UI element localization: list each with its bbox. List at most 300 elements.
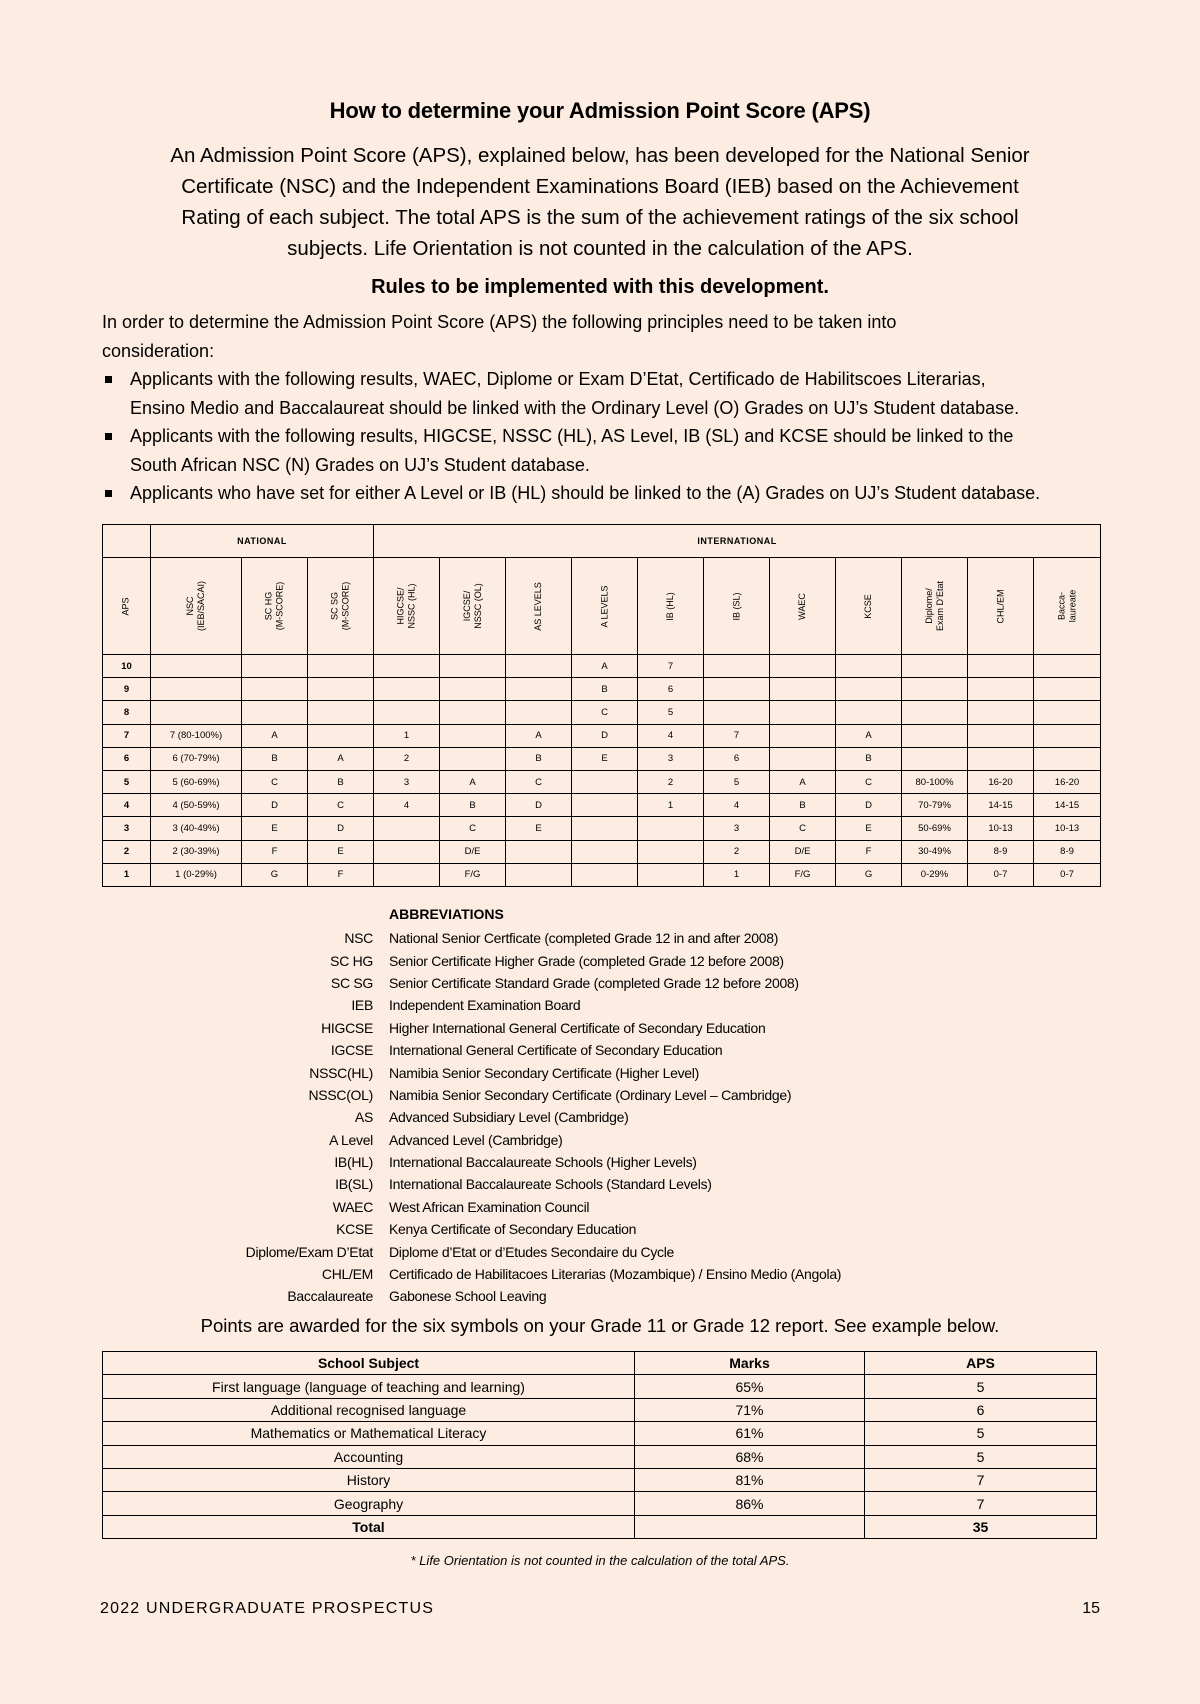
column-header-line: NSC: [184, 596, 195, 616]
grade-cell: A: [242, 724, 308, 747]
grade-cell: G: [836, 863, 902, 886]
example-marks-cell: 71%: [635, 1398, 865, 1421]
example-aps-cell: 7: [865, 1492, 1097, 1515]
column-header: [968, 558, 1034, 655]
abbreviation-row: [100, 1106, 1100, 1128]
rules-heading: Rules to be implemented with this development.: [371, 276, 829, 298]
grade-cell: 0-7: [968, 863, 1034, 886]
grade-cell: E: [572, 747, 638, 770]
column-header: [1034, 558, 1101, 655]
grade-cell: B: [770, 794, 836, 817]
column-header-label: [665, 592, 676, 621]
grade-cell: E: [836, 817, 902, 840]
grade-cell: 4 (50-59%): [151, 794, 242, 817]
example-subject-cell: Accounting: [103, 1445, 635, 1468]
aps-cell: 7: [103, 724, 151, 747]
abbreviation-code: IB(HL): [334, 1154, 373, 1171]
rules-intro-line: consideration:: [102, 340, 215, 361]
grade-cell: E: [242, 817, 308, 840]
rules-list: [102, 365, 1102, 508]
abbreviation-code: IGCSE: [330, 1042, 373, 1059]
abbreviation-description: International General Certificate of Secondary Education: [389, 1042, 723, 1059]
grade-cell: 10-13: [1034, 817, 1101, 840]
grade-cell: 16-20: [968, 770, 1034, 793]
footer-title: 2022 UNDERGRADUATE PROSPECTUS: [100, 1600, 435, 1617]
intro-line: Rating of each subject. The total APS is the sum of the achievement ratings of the six school: [181, 206, 1019, 229]
example-subject-cell: Additional recognised language: [103, 1398, 635, 1421]
column-header-label: [185, 581, 207, 631]
column-header: [103, 558, 151, 655]
column-header: [151, 558, 242, 655]
grade-cell: B: [572, 678, 638, 701]
example-aps-cell: 7: [865, 1468, 1097, 1491]
grade-cell: [638, 840, 704, 863]
column-header-line: Diplome/: [923, 588, 934, 624]
abbreviation-description: Senior Certificate Standard Grade (completed Grade 12 before 2008): [389, 974, 799, 991]
abbreviation-description: Certificado de Habilitacoes Literarias (Mozambique) / Ensino Medio (Angola): [389, 1266, 842, 1283]
column-header-line: SC HG: [263, 591, 274, 621]
grade-cell: 1: [638, 794, 704, 817]
abbreviation-row: [100, 1151, 1100, 1173]
abbreviation-description: Namibia Senior Secondary Certificate (Higher Level): [389, 1064, 699, 1081]
rules-list-line: South African NSC (N) Grades on UJ’s Student database.: [130, 454, 590, 475]
column-header: [506, 558, 572, 655]
example-aps-cell: 6: [865, 1398, 1097, 1421]
abbreviation-row: [100, 972, 1100, 994]
table-row: [103, 701, 1101, 724]
example-total-aps: 35: [865, 1515, 1097, 1538]
abbreviation-description: International Baccalaureate Schools (Higher Levels): [389, 1154, 697, 1171]
table-row: [103, 678, 1101, 701]
aps-cell: 10: [103, 655, 151, 678]
example-aps-cell: 5: [865, 1445, 1097, 1468]
grade-cell: [770, 655, 836, 678]
abbreviation-code: Diplome/Exam D’Etat: [245, 1243, 373, 1260]
column-header-label: [995, 589, 1006, 623]
abbreviation-row: [100, 994, 1100, 1016]
grade-cell: [506, 701, 572, 724]
column-header-line: IB (HL): [665, 591, 676, 621]
grade-cell: [638, 863, 704, 886]
grade-cell: [968, 724, 1034, 747]
grade-cell: [374, 863, 440, 886]
aps-cell: 4: [103, 794, 151, 817]
grade-cell: [1034, 678, 1101, 701]
example-row: [103, 1492, 1097, 1515]
grade-cell: A: [770, 770, 836, 793]
column-header-line: WAEC: [797, 592, 808, 620]
grade-cell: 3 (40-49%): [151, 817, 242, 840]
grade-cell: [572, 840, 638, 863]
grade-cell: [902, 678, 968, 701]
grade-cell: E: [308, 840, 374, 863]
abbreviation-row: [100, 1061, 1100, 1083]
example-subject-cell: History: [103, 1468, 635, 1491]
grade-cell: 0-7: [1034, 863, 1101, 886]
grade-cell: B: [506, 747, 572, 770]
grade-cell: [770, 724, 836, 747]
abbreviation-description: International Baccalaureate Schools (Standard Levels): [389, 1176, 712, 1193]
aps-cell: 5: [103, 770, 151, 793]
grade-cell: [242, 678, 308, 701]
grade-cell: 6 (70-79%): [151, 747, 242, 770]
grade-cell: 3: [704, 817, 770, 840]
grade-cell: 2: [704, 840, 770, 863]
group-header-national: NATIONAL: [151, 525, 374, 558]
column-header-label: [533, 582, 544, 631]
grade-cell: A: [836, 724, 902, 747]
grade-cell: 16-20: [1034, 770, 1101, 793]
grade-cell: C: [572, 701, 638, 724]
column-header-line: A LEVELS: [599, 584, 610, 628]
abbreviation-code: SC HG: [330, 952, 373, 969]
grade-cell: 14-15: [968, 794, 1034, 817]
column-header: [638, 558, 704, 655]
grade-cell: 5: [638, 701, 704, 724]
grade-cell: 3: [374, 770, 440, 793]
column-header: [704, 558, 770, 655]
example-header-subject: School Subject: [103, 1352, 635, 1375]
column-header-label: [599, 585, 610, 627]
example-aps-cell: 5: [865, 1422, 1097, 1445]
example-total-marks: [635, 1515, 865, 1538]
abbreviation-row: [100, 949, 1100, 971]
rules-list-line: Ensino Medio and Baccalaureat should be linked with the Ordinary Level (O) Grades on UJ’s Student database.: [130, 397, 1020, 418]
abbreviation-description: Higher International General Certificate of Secondary Education: [389, 1019, 766, 1036]
grade-cell: 5 (60-69%): [151, 770, 242, 793]
grade-cell: 10-13: [968, 817, 1034, 840]
grade-cell: [440, 701, 506, 724]
grade-cell: [836, 655, 902, 678]
column-header-line: IGCSE/: [461, 590, 472, 622]
aps-cell: 2: [103, 840, 151, 863]
example-subject-cell: Geography: [103, 1492, 635, 1515]
rules-list-item: [102, 422, 1102, 479]
column-header-line: laureate: [1067, 589, 1078, 623]
grade-cell: 6: [704, 747, 770, 770]
column-header-line: IB (SL): [731, 591, 742, 621]
grade-cell: [308, 678, 374, 701]
rules-section: [102, 308, 1102, 508]
column-header-line: KCSE: [863, 593, 874, 619]
grade-cell: D: [836, 794, 902, 817]
grade-cell: 7: [704, 724, 770, 747]
grade-cell: 4: [704, 794, 770, 817]
grade-cell: F: [308, 863, 374, 886]
grade-cell: [242, 701, 308, 724]
grade-cell: [572, 863, 638, 886]
page-title: How to determine your Admission Point Score (APS): [329, 98, 871, 123]
column-header-line: NSSC (HL): [406, 583, 417, 629]
column-header-label: [797, 593, 808, 620]
abbreviation-description: Diplome d’Etat or d’Etudes Secondaire du Cycle: [389, 1243, 675, 1260]
abbreviation-description: Kenya Certificate of Secondary Education: [389, 1221, 637, 1238]
example-row: [103, 1468, 1097, 1491]
rules-list-line: Applicants with the following results, WAEC, Diplome or Exam D’Etat, Certificado de Habilitscoes Literarias,: [130, 369, 986, 389]
grade-cell: [968, 655, 1034, 678]
grade-cell: [572, 817, 638, 840]
grade-cell: 4: [374, 794, 440, 817]
grade-cell: F: [836, 840, 902, 863]
grade-cell: [704, 655, 770, 678]
grade-cell: [902, 724, 968, 747]
grade-cell: [572, 794, 638, 817]
grade-cell: B: [242, 747, 308, 770]
rules-list-line: Applicants who have set for either A Level or IB (HL) should be linked to the (A) Grades on UJ’s Student database.: [130, 483, 1041, 503]
abbreviation-code: KCSE: [336, 1221, 373, 1238]
grade-cell: 70-79%: [902, 794, 968, 817]
example-total-label: Total: [103, 1515, 635, 1538]
abbreviation-description: National Senior Certficate (completed Grade 12 in and after 2008): [389, 930, 779, 947]
grade-cell: [374, 678, 440, 701]
rules-list-item: [102, 479, 1102, 508]
column-header-label: [924, 581, 946, 631]
grade-cell: A: [572, 655, 638, 678]
example-marks-cell: 61%: [635, 1422, 865, 1445]
column-header-label: [264, 582, 286, 631]
grade-cell: A: [440, 770, 506, 793]
column-header: [572, 558, 638, 655]
rules-list-line: Applicants with the following results, HIGCSE, NSSC (HL), AS Level, IB (SL) and KCSE should be linked to the: [130, 426, 1014, 446]
grade-cell: 1: [374, 724, 440, 747]
grade-cell: [1034, 701, 1101, 724]
grade-cell: E: [506, 817, 572, 840]
example-marks-cell: 68%: [635, 1445, 865, 1468]
grade-cell: 7 (80-100%): [151, 724, 242, 747]
abbreviation-row: [100, 1017, 1100, 1039]
example-subject-cell: Mathematics or Mathematical Literacy: [103, 1422, 635, 1445]
grade-cell: 3: [638, 747, 704, 770]
aps-cell: 1: [103, 863, 151, 886]
grade-cell: F: [242, 840, 308, 863]
abbreviation-description: Independent Examination Board: [389, 997, 581, 1014]
abbreviation-description: Gabonese School Leaving: [389, 1288, 547, 1305]
grade-cell: 4: [638, 724, 704, 747]
aps-cell: 9: [103, 678, 151, 701]
grade-cell: [1034, 724, 1101, 747]
grade-cell: [151, 701, 242, 724]
grade-cell: 1: [704, 863, 770, 886]
abbreviation-row: [100, 1218, 1100, 1240]
grade-cell: [968, 678, 1034, 701]
grade-cell: [506, 840, 572, 863]
abbreviation-description: Senior Certificate Higher Grade (completed Grade 12 before 2008): [389, 952, 784, 969]
abbreviation-code: IEB: [351, 997, 373, 1014]
grade-cell: B: [440, 794, 506, 817]
grade-cell: A: [506, 724, 572, 747]
abbreviation-row: [100, 1196, 1100, 1218]
table-row: [103, 863, 1101, 886]
grade-cell: D: [506, 794, 572, 817]
grade-cell: [1034, 747, 1101, 770]
grade-cell: A: [308, 747, 374, 770]
table-row: [103, 655, 1101, 678]
table-row: [103, 747, 1101, 770]
grade-cell: [770, 747, 836, 770]
abbreviation-code: WAEC: [332, 1198, 373, 1215]
points-note: Points are awarded for the six symbols on your Grade 11 or Grade 12 report. See example below.: [200, 1315, 1000, 1336]
column-header-label: [330, 582, 352, 631]
group-header-international: INTERNATIONAL: [374, 525, 1101, 558]
table-row: [103, 794, 1101, 817]
grade-cell: [374, 840, 440, 863]
grade-cell: [374, 701, 440, 724]
column-header: [242, 558, 308, 655]
abbreviation-code: SC SG: [330, 974, 373, 991]
intro-line: Certificate (NSC) and the Independent Examinations Board (IEB) based on the Achievement: [181, 175, 1019, 198]
intro-line: An Admission Point Score (APS), explained below, has been developed for the National Senior: [170, 144, 1030, 167]
table-row: [103, 724, 1101, 747]
table-row: [103, 817, 1101, 840]
column-header: [836, 558, 902, 655]
abbreviation-code: A Level: [329, 1131, 373, 1148]
grade-cell: 2: [638, 770, 704, 793]
grade-cell: D/E: [440, 840, 506, 863]
grade-cell: [638, 817, 704, 840]
grade-cell: 8-9: [968, 840, 1034, 863]
column-header: [770, 558, 836, 655]
grade-cell: C: [440, 817, 506, 840]
grade-cell: [572, 770, 638, 793]
abbreviation-code: NSSC(OL): [308, 1086, 373, 1103]
column-header-line: HIGCSE/: [395, 587, 406, 625]
grade-cell: 0-29%: [902, 863, 968, 886]
table-row: [103, 840, 1101, 863]
abbreviation-code: NSSC(HL): [309, 1064, 373, 1081]
abbreviation-code: Baccalaureate: [287, 1288, 373, 1305]
grade-cell: 80-100%: [902, 770, 968, 793]
grade-cell: [770, 678, 836, 701]
abbreviation-description: West African Examination Council: [389, 1198, 590, 1215]
abbreviation-description: Advanced Level (Cambridge): [389, 1131, 563, 1148]
column-header-label: [863, 594, 874, 619]
grade-cell: [308, 701, 374, 724]
aps-cell: 3: [103, 817, 151, 840]
aps-cell: 6: [103, 747, 151, 770]
grade-cell: C: [308, 794, 374, 817]
abbreviation-row: [100, 1129, 1100, 1151]
grade-cell: F/G: [770, 863, 836, 886]
abbreviation-code: NSC: [344, 930, 373, 947]
grade-cell: [1034, 655, 1101, 678]
abbreviation-row: [100, 1039, 1100, 1061]
grade-cell: [902, 747, 968, 770]
grade-cell: D: [572, 724, 638, 747]
abbreviations-title: ABBREVIATIONS: [389, 906, 504, 922]
column-header: [902, 558, 968, 655]
column-header-line: Exam D’Etat: [934, 580, 945, 632]
grade-cell: [968, 747, 1034, 770]
intro-line: subjects. Life Orientation is not counted in the calculation of the APS.: [287, 237, 913, 260]
grade-cell: [836, 678, 902, 701]
grade-cell: [440, 678, 506, 701]
grade-cell: [374, 655, 440, 678]
column-header: [440, 558, 506, 655]
grade-cell: C: [242, 770, 308, 793]
example-subject-cell: First language (language of teaching and learning): [103, 1375, 635, 1398]
example-marks-cell: 86%: [635, 1492, 865, 1515]
group-header-empty: [103, 525, 151, 558]
grade-equivalence-table: [102, 524, 1101, 887]
grade-cell: D/E: [770, 840, 836, 863]
example-total-row: [103, 1515, 1097, 1538]
column-header: [374, 558, 440, 655]
column-header-label: [731, 592, 742, 620]
grade-cell: [968, 701, 1034, 724]
grade-cell: [902, 655, 968, 678]
intro-paragraph: [110, 140, 1090, 264]
column-header-line: (IEB/SACAI): [195, 580, 206, 632]
grade-cell: 2 (30-39%): [151, 840, 242, 863]
footnote: * Life Orientation is not counted in the calculation of the total APS.: [410, 1553, 790, 1568]
example-marks-cell: 81%: [635, 1468, 865, 1491]
abbreviation-code: AS: [354, 1109, 373, 1126]
grade-cell: 50-69%: [902, 817, 968, 840]
example-row: [103, 1445, 1097, 1468]
column-header-line: SC SG: [329, 592, 340, 621]
abbreviation-description: Advanced Subsidiary Level (Cambridge): [389, 1109, 629, 1126]
column-header-line: NSSC (OL): [472, 583, 483, 629]
abbreviation-row: [100, 1173, 1100, 1195]
abbreviation-row: [100, 1240, 1100, 1262]
aps-example-table: [102, 1351, 1097, 1539]
grade-cell: [374, 817, 440, 840]
grade-cell: 5: [704, 770, 770, 793]
column-header: [308, 558, 374, 655]
grade-cell: [151, 678, 242, 701]
aps-cell: 8: [103, 701, 151, 724]
abbreviation-row: [100, 1263, 1100, 1285]
example-row: [103, 1422, 1097, 1445]
grade-cell: [440, 655, 506, 678]
grade-cell: [506, 863, 572, 886]
abbreviation-code: IB(SL): [335, 1176, 373, 1193]
column-header-line: APS: [120, 596, 131, 616]
column-header-label: [121, 597, 132, 615]
column-header-label: [462, 583, 484, 629]
grade-cell: [704, 701, 770, 724]
column-header-line: Bacca-: [1056, 592, 1067, 621]
grade-cell: D: [308, 817, 374, 840]
abbreviation-row: [100, 1285, 1100, 1307]
column-header-line: (M-SCORE): [340, 581, 351, 631]
example-header-marks: Marks: [635, 1352, 865, 1375]
grade-cell: F/G: [440, 863, 506, 886]
column-header-label: [1056, 590, 1078, 623]
abbreviation-description: Namibia Senior Secondary Certificate (Ordinary Level – Cambridge): [389, 1086, 792, 1103]
grade-cell: 2: [374, 747, 440, 770]
grade-cell: [308, 655, 374, 678]
grade-cell: 30-49%: [902, 840, 968, 863]
abbreviation-row: [100, 927, 1100, 949]
abbreviation-row: [100, 1084, 1100, 1106]
grade-cell: [902, 701, 968, 724]
grade-cell: G: [242, 863, 308, 886]
example-header-aps: APS: [865, 1352, 1097, 1375]
grade-cell: [506, 655, 572, 678]
column-header-line: CHL/EM: [995, 588, 1006, 624]
grade-cell: C: [836, 770, 902, 793]
example-row: [103, 1375, 1097, 1398]
rules-intro-line: In order to determine the Admission Point Score (APS) the following principles need to be taken into: [102, 312, 897, 332]
grade-cell: [308, 724, 374, 747]
grade-cell: B: [308, 770, 374, 793]
grade-cell: [440, 724, 506, 747]
abbreviations-list: [100, 927, 1100, 1308]
column-header-line: AS LEVELS: [533, 581, 544, 631]
rules-list-item: [102, 365, 1102, 422]
grade-cell: [151, 655, 242, 678]
